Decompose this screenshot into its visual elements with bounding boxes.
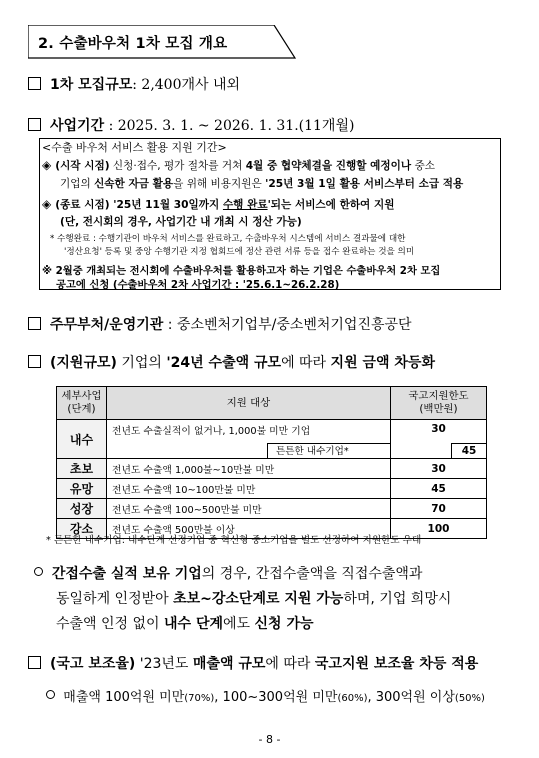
circle-bullet-icon xyxy=(46,690,55,699)
p1-text-a: 간접수출 실적 보유 기업 xyxy=(51,566,202,582)
item1-text-g: 을 위해 비용지원은 xyxy=(173,178,266,190)
item1-text-b: 신청·접수, 평가 절차를 거쳐 xyxy=(109,160,246,172)
p1-text-e: 하며, 기업 희망시 xyxy=(343,591,452,607)
limit-cell: 45 xyxy=(391,479,487,499)
p2-text-a: 매출액 100억원 미만 xyxy=(63,690,185,705)
item1-text-c: 4월 중 협약체결을 진행할 예정이나 xyxy=(245,160,412,172)
section-ministry xyxy=(28,314,412,334)
p1-text-d: 초보~강소단계로 지원 가능 xyxy=(173,591,344,607)
support-scale-label: (지원규모) xyxy=(50,355,117,371)
p2-text-e: , 300억원 이상 xyxy=(367,690,455,705)
s5-text-e: 국고지원 보조율 차등 적용 xyxy=(314,656,479,672)
stage-cell: 유망 xyxy=(57,479,107,499)
table-footnote: * 튼튼한 내수기업: 내수단계 선정기업 중 혁신형 중소기업을 별도 선정하여 지원한도 우대 xyxy=(46,535,422,546)
section-recruit-scale xyxy=(28,74,240,94)
p1-text-f: 수출액 인정 없이 xyxy=(56,616,165,632)
p2-text-d: (60%) xyxy=(337,693,368,704)
target-cell: 전년도 수출액 500만불 이상 xyxy=(107,519,391,539)
item1-text-d: 중소 xyxy=(411,160,435,172)
table-row xyxy=(57,479,487,499)
s5-text-b: '23년도 xyxy=(135,656,193,672)
row0-amount: 30 xyxy=(431,423,446,435)
section-support-scale xyxy=(28,352,435,372)
header-limit: 국고지원한도 (백만원) xyxy=(391,387,487,420)
p1-text-b: 의 경우, 간접수출액을 직접수출액과 xyxy=(201,566,423,582)
box-item1-line2 xyxy=(60,176,463,191)
section-title: 2. 수출바우처 1차 모집 개요 xyxy=(38,36,228,52)
s5-text-c: 매출액 규모 xyxy=(192,656,266,672)
box-title: <수출 바우처 서비스 활용 지원 기간> xyxy=(42,141,227,154)
ministry-label: 주무부처/운영기관 xyxy=(50,317,164,333)
indirect-export-para-line2 xyxy=(56,588,451,608)
row0-sub-amount: 45 xyxy=(451,443,487,459)
item2-text-c: '되는 서비스에 한하여 지원 xyxy=(267,199,395,211)
period-value: : 2025. 3. 1. ~ 2026. 1. 31.(11개월) xyxy=(108,118,355,134)
s4-text-e: 지원 금액 차등화 xyxy=(330,355,435,371)
target-cell: 전년도 수출액 100~500만불 미만 xyxy=(107,499,391,519)
s4-text-b: 기업의 xyxy=(116,355,167,371)
checkbox-square-icon xyxy=(28,77,41,90)
box-note1-line1: * 수행완료 : 수행기관이 바우처 서비스를 완료하고, 수출바우처 시스템에 서비스 결과물에 대한 xyxy=(50,234,406,244)
target-cell xyxy=(107,420,391,459)
header-stage: 세부사업 (단계) xyxy=(57,387,107,420)
limit-cell xyxy=(391,420,487,459)
box-note2-line1: ※ 2월중 개최되는 전시회에 수출바우처를 활용하고자 하는 기업은 수출바우처 2차 모집 xyxy=(42,265,441,277)
item1-text-f: 신속한 자금 활용 xyxy=(94,178,174,190)
diamond-bullet-icon: ◈ xyxy=(42,158,52,172)
p2-text-b: (70%) xyxy=(184,693,215,704)
box-item2-line2: (단, 전시회의 경우, 사업기간 내 개최 시 정산 가능) xyxy=(60,216,302,228)
recruit-scale-label: 1차 모집규모 xyxy=(50,77,133,93)
limit-cell: 70 xyxy=(391,499,487,519)
box-note1-line2: '정산요청' 등록 및 중앙 수행기관 지정 협회드에 정산 관련 서류 등을 접수 완료하는 것을 의미 xyxy=(64,247,415,257)
period-label: 사업기간 xyxy=(50,118,105,134)
stage-cell: 내수 xyxy=(57,420,107,459)
s4-text-d: 에 따라 xyxy=(281,355,331,371)
ministry-value: : 중소벤처기업부/중소벤처기업진흥공단 xyxy=(167,317,412,333)
target-cell: 전년도 수출액 1,000불~10만불 미만 xyxy=(107,459,391,479)
item2-text-a: (종료 시점) '25년 11월 30일까지 xyxy=(55,199,223,211)
support-limit-table xyxy=(56,386,487,539)
section-subsidy-rate xyxy=(28,653,478,673)
limit-cell: 100 xyxy=(391,519,487,539)
box-item2-line1 xyxy=(42,197,394,212)
p1-text-i: 신청 가능 xyxy=(254,616,314,632)
start-point-label: (시작 시점) xyxy=(55,160,110,172)
row0-sub-desc: 튼튼한 내수기업* xyxy=(267,443,391,459)
indirect-export-para-line3 xyxy=(56,613,314,633)
box-note2-line2: 공고에 신청 (수출바우처 2차 사업기간 : '25.6.1~26.2.28) xyxy=(56,279,340,291)
item1-text-e: 기업의 xyxy=(60,178,95,190)
s5-text-d: 에 따라 xyxy=(265,656,315,672)
page-number: - 8 - xyxy=(258,733,281,746)
subsidy-rate-label: (국고 보조율) xyxy=(50,656,136,672)
subsidy-rate-para xyxy=(46,686,485,705)
section-period xyxy=(28,115,354,135)
table-row xyxy=(57,420,487,459)
circle-bullet-icon xyxy=(34,567,43,576)
checkbox-square-icon xyxy=(28,355,41,368)
limit-cell: 30 xyxy=(391,459,487,479)
p2-text-f: (50%) xyxy=(454,693,485,704)
item2-text-b: 수행 완료 xyxy=(222,199,268,211)
s4-text-c: '24년 수출액 규모 xyxy=(166,355,282,371)
checkbox-square-icon xyxy=(28,118,41,131)
stage-cell: 강소 xyxy=(57,519,107,539)
header-target: 지원 대상 xyxy=(107,387,391,420)
stage-cell: 초보 xyxy=(57,459,107,479)
table-header-row xyxy=(57,387,487,420)
checkbox-square-icon xyxy=(28,656,41,669)
p1-text-c: 동일하게 인정받아 xyxy=(56,591,174,607)
p1-text-g: 내수 단계 xyxy=(164,616,224,632)
indirect-export-para-line1 xyxy=(34,563,422,583)
row0-desc: 전년도 수출실적이 없거나, 1,000불 미만 기업 xyxy=(112,426,311,437)
diamond-bullet-icon: ◈ xyxy=(42,197,52,211)
target-cell: 전년도 수출액 10~100만불 미만 xyxy=(107,479,391,499)
p2-text-c: , 100~300억원 미만 xyxy=(214,690,338,705)
item1-text-h: '25년 3월 1일 활용 서비스부터 소급 적용 xyxy=(265,178,464,190)
section-title-box xyxy=(28,25,296,59)
p1-text-h: 에도 xyxy=(223,616,255,632)
box-item1-line1 xyxy=(42,158,435,173)
table-row xyxy=(57,499,487,519)
recruit-scale-value: : 2,400개사 내외 xyxy=(132,77,241,93)
stage-cell: 성장 xyxy=(57,499,107,519)
table-row xyxy=(57,459,487,479)
checkbox-square-icon xyxy=(28,317,41,330)
